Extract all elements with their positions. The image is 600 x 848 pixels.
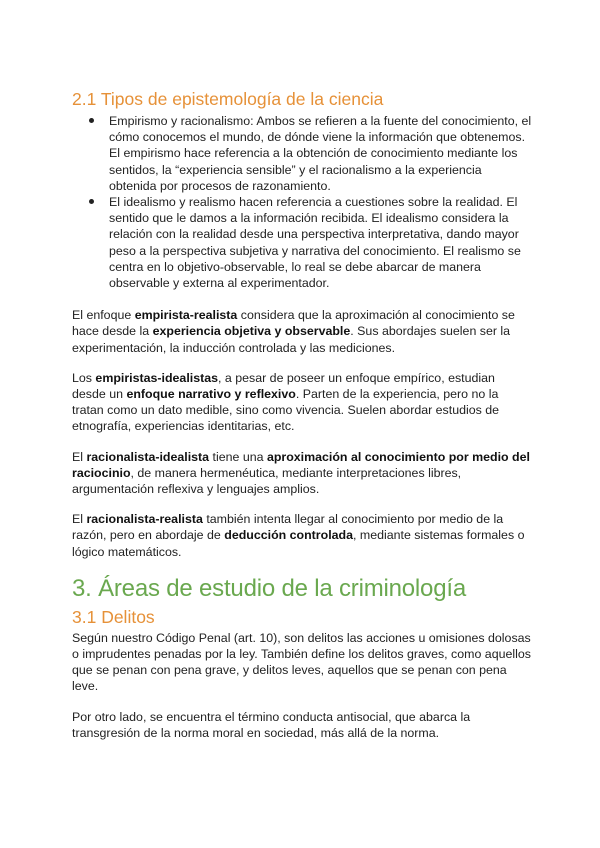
text-run: , de manera hermenéutica, mediante interpretaciones libres, argumentación reflexiva y lenguajes amplios. bbox=[72, 465, 462, 497]
section-heading-3: 3. Áreas de estudio de la criminología bbox=[72, 574, 466, 602]
bold-term: racionalista-realista bbox=[86, 512, 203, 527]
bullet-item bbox=[109, 113, 532, 194]
bold-term: deducción controlada bbox=[224, 528, 353, 543]
text-run: . Parten de la experiencia, pero no la tratan como un dato medible, sino como vivencia. Suelen abordar estudios de etnografía, experiencias identitarias, etc. bbox=[72, 387, 500, 434]
section-heading-3-1: 3.1 Delitos bbox=[72, 606, 155, 627]
paragraph-empiristas-idealistas bbox=[72, 370, 532, 435]
bold-term: enfoque narrativo y reflexivo bbox=[126, 387, 296, 402]
text-run: Los bbox=[72, 370, 96, 385]
paragraph-delitos: Según nuestro Código Penal (art. 10), son delitos las acciones u omisiones dolosas o imprudentes penadas por la ley. También define los delitos graves, como aquellos que se penan con pena grave, y delitos leves, aquellos que se penan con pena leve. bbox=[72, 630, 531, 694]
text-run: tiene una bbox=[209, 449, 267, 464]
paragraph-empirista-realista bbox=[72, 307, 532, 356]
text-run: también intenta llegar al conocimiento por medio de la razón, pero en abordaje de bbox=[72, 512, 504, 543]
bullet-text: El idealismo y realismo hacen referencia a cuestiones sobre la realidad. El sentido que le damos a la información recibida. El idealismo considera la relación con la realidad desde una perspectiva interpretativa, dando mayor peso a la perspectiva subjetiva y narrativa del conocimiento. El realismo se centra en lo objetivo-observable, lo real se debe abarcar de manera observable y externa al experimentador. bbox=[109, 195, 521, 291]
bullet-icon bbox=[89, 118, 94, 123]
epistemology-bullet-list bbox=[72, 113, 532, 291]
paragraph-racionalista-realista bbox=[72, 511, 532, 560]
text-run: . Sus abordajes suelen ser la experimentación, la inducción controlada y las mediciones. bbox=[72, 324, 511, 355]
text-run: El enfoque bbox=[72, 308, 135, 323]
bold-term: racionalista-idealista bbox=[86, 449, 210, 464]
text-run: , a pesar de poseer un enfoque empírico, estudian desde un bbox=[72, 370, 495, 402]
text-run: considera que la aproximación al conocimiento se hace desde la bbox=[72, 308, 515, 339]
text-run: El bbox=[72, 449, 87, 464]
bullet-text: Empirismo y racionalismo: Ambos se refieren a la fuente del conocimiento, el cómo conocemos el mundo, de dónde viene la información que obtenemos. El empirismo hace referencia a la obtención de conocimiento mediante los sentidos, la “experiencia sensible” y el racionalismo a la experiencia obtenida por procesos de razonamiento. bbox=[109, 114, 532, 193]
bold-term: empirista-realista bbox=[134, 308, 238, 323]
bullet-icon bbox=[89, 199, 94, 204]
text-run: , mediante sistemas formales o lógico matemáticos. bbox=[72, 528, 525, 559]
paragraph-racionalista-idealista bbox=[72, 449, 532, 498]
section-heading-2-1: 2.1 Tipos de epistemología de la ciencia bbox=[72, 89, 384, 109]
text-run: El bbox=[72, 512, 87, 527]
document-content bbox=[72, 88, 532, 741]
bold-term: aproximación al conocimiento por medio del raciocinio bbox=[72, 449, 530, 480]
bullet-item bbox=[109, 194, 532, 291]
paragraph-conducta-antisocial: Por otro lado, se encuentra el término conducta antisocial, que abarca la transgresión de la norma moral en sociedad, más allá de la norma. bbox=[72, 709, 471, 740]
bold-term: experiencia objetiva y observable bbox=[152, 324, 351, 339]
bold-term: empiristas-idealistas bbox=[95, 370, 219, 385]
